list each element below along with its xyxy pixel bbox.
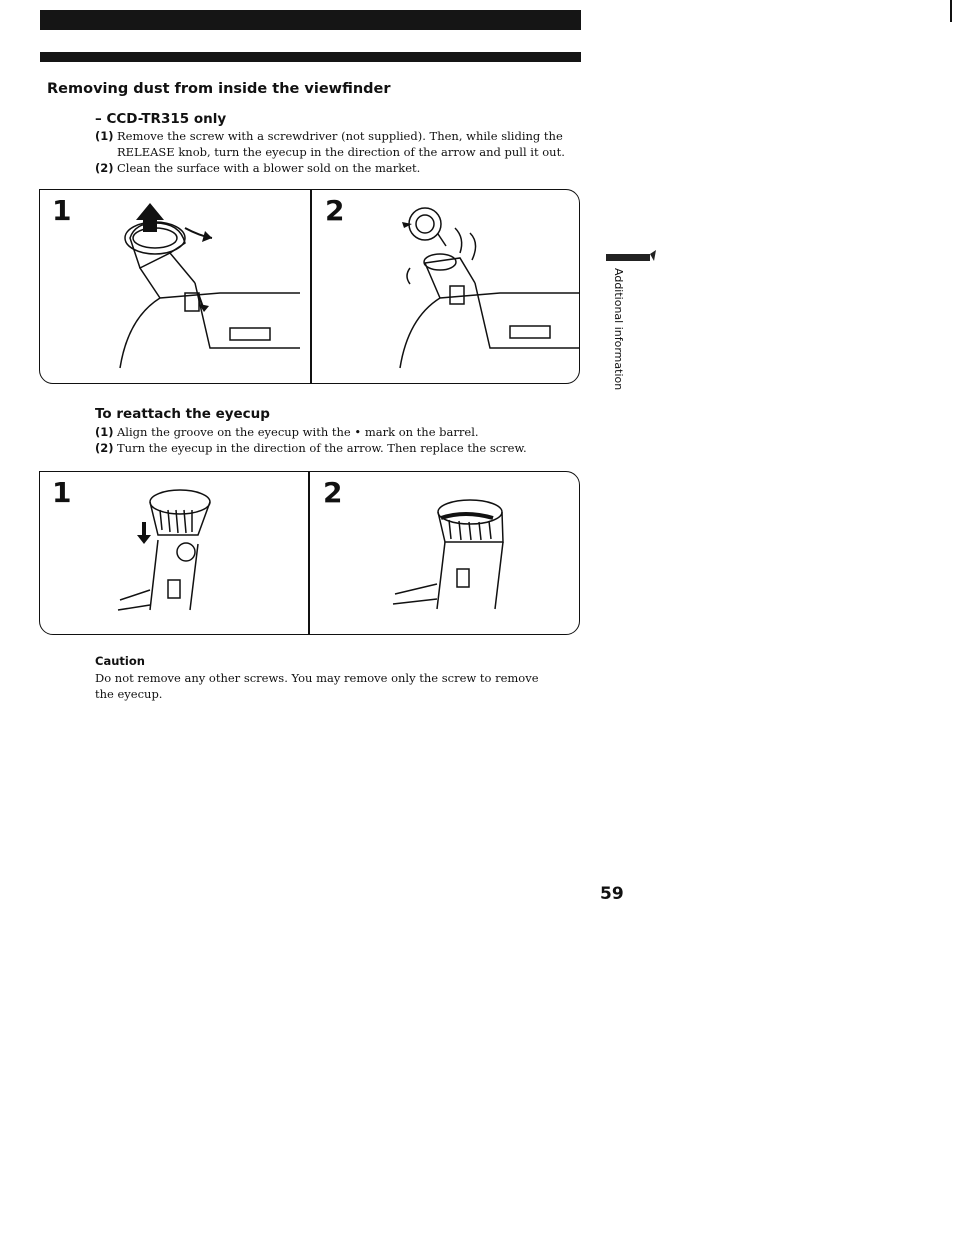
eyecup-align-illustration (110, 480, 220, 620)
list-item (95, 424, 575, 440)
reattach-figure-panel (39, 471, 580, 635)
model-note: – CCD-TR315 only (95, 111, 227, 127)
panel-divider (310, 190, 312, 383)
step-text: Turn the eyecup in the direction of the arrow. Then replace the screw. (117, 441, 527, 455)
eyecup-attached-illustration (385, 494, 515, 619)
step-number: (1) (95, 129, 114, 143)
caution-title: Caution (95, 654, 145, 668)
reattach-title: To reattach the eyecup (95, 406, 270, 422)
removal-figure-panel (39, 189, 580, 384)
step-text: Align the groove on the eyecup with the • mark on the barrel. (117, 425, 479, 439)
list-item (95, 128, 575, 160)
reattach-steps (95, 424, 575, 456)
step-text: Remove the screw with a screwdriver (not supplied). Then, while sliding the RELEASE knob, turn the eyecup in the direction of the arrow and pull it out. (117, 129, 565, 159)
list-item (95, 440, 575, 456)
step-number: (1) (95, 425, 114, 439)
removal-steps (95, 128, 575, 176)
page-number: 59 (600, 884, 624, 904)
figure-label: 1 (52, 194, 72, 227)
section-title: Removing dust from inside the viewfinder (47, 81, 391, 97)
page-edge-mark (950, 0, 952, 22)
side-tab-label: Additional information (612, 268, 625, 391)
header-band-bottom (40, 52, 581, 62)
step-text: Clean the surface with a blower sold on the market. (117, 161, 421, 175)
caution-text: Do not remove any other screws. You may remove only the screw to remove the eyecup. (95, 671, 539, 701)
eyecup-removal-illustration (100, 198, 300, 378)
step-number: (2) (95, 441, 114, 455)
list-item (95, 160, 575, 176)
header-band-top (40, 10, 581, 30)
section-tab-marker (600, 250, 660, 266)
figure-label: 1 (52, 476, 72, 509)
step-number: (2) (95, 161, 114, 175)
figure-label: 2 (325, 194, 345, 227)
panel-divider (308, 472, 310, 634)
figure-label: 2 (323, 476, 343, 509)
blower-cleaning-illustration (380, 198, 580, 378)
